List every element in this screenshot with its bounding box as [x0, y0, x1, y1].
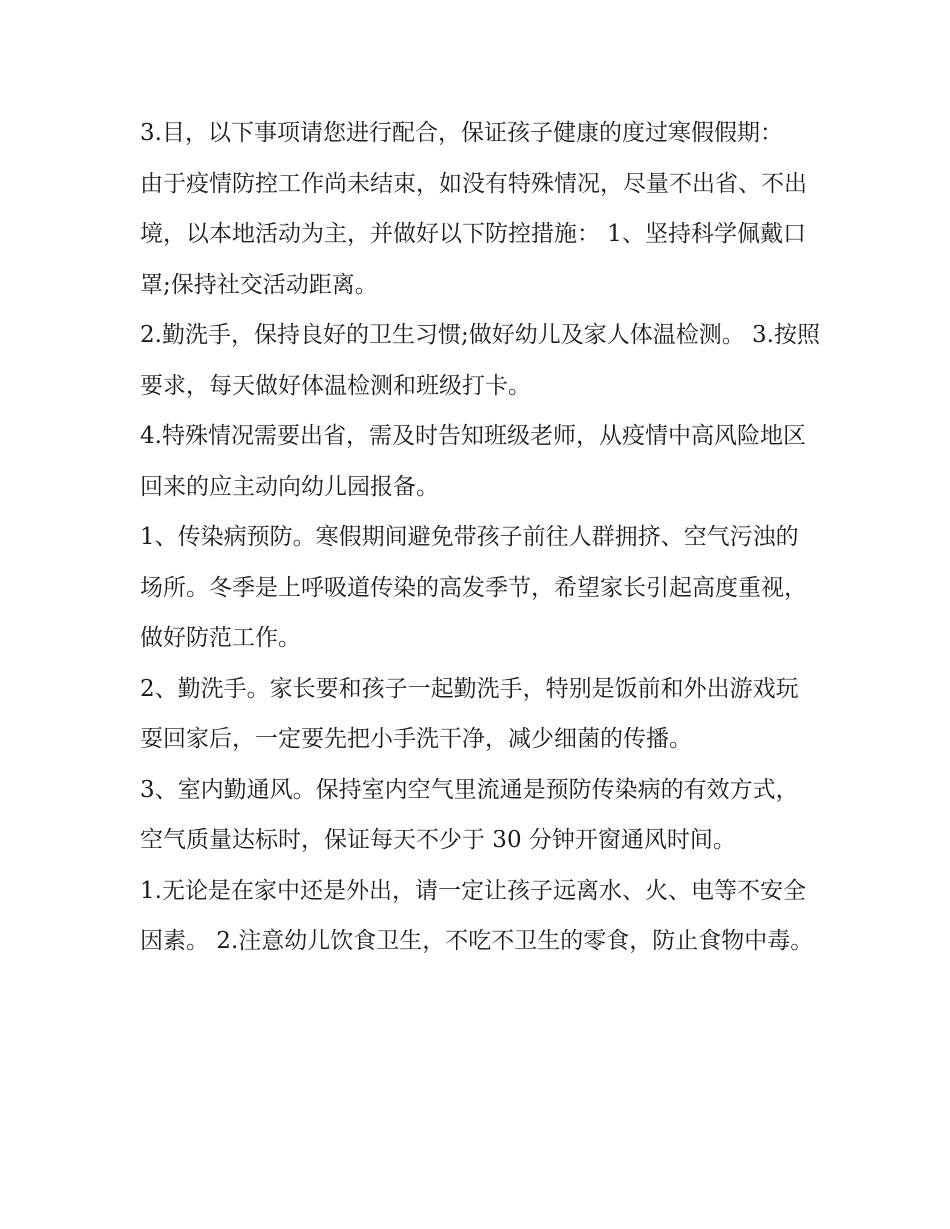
paragraph-disease-prevention: 1、传染病预防。寒假期间避免带孩子前往人群拥挤、空气污浊的场所。冬季是上呼吸道传染的高发季节，希望家长引起高度重视，做好防范工作。: [140, 524, 807, 651]
paragraph-travel-report: 4.特殊情况需要出省，需及时告知班级老师，从疫情中高风险地区回来的应主动向幼儿园报备。: [140, 423, 806, 500]
paragraph-intro: 3.目，以下事项请您进行配合，保证孩子健康的度过寒假假期：: [140, 120, 783, 146]
paragraph-ventilation: 3、室内勤通风。保持室内空气里流通是预防传染病的有效方式，空气质量达标时，保证每天不少于 30 分钟开窗通风时间。: [140, 776, 799, 853]
document-body: [140, 108, 820, 967]
paragraph-prevention-measures: 由于疫情防控工作尚未结束，如没有特殊情况，尽量不出省、不出境，以本地活动为主，并做好以下防控措施： 1、坚持科学佩戴口罩;保持社交活动距离。: [140, 170, 807, 298]
paragraph-hand-washing-temperature: 2.勤洗手，保持良好的卫生习惯;做好幼儿及家人体温检测。 3.按照要求，每天做好体温检测和班级打卡。: [140, 322, 820, 399]
paragraph-wash-hands: 2、勤洗手。家长要和孩子一起勤洗手，特别是饭前和外出游戏玩耍回家后，一定要先把小手洗干净，减少细菌的传播。: [140, 675, 799, 752]
paragraph-safety-food: 1.无论是在家中还是外出，请一定让孩子远离水、火、电等不安全因素。 2.注意幼儿饮食卫生，不吃不卫生的零食，防止食物中毒。: [140, 877, 814, 954]
